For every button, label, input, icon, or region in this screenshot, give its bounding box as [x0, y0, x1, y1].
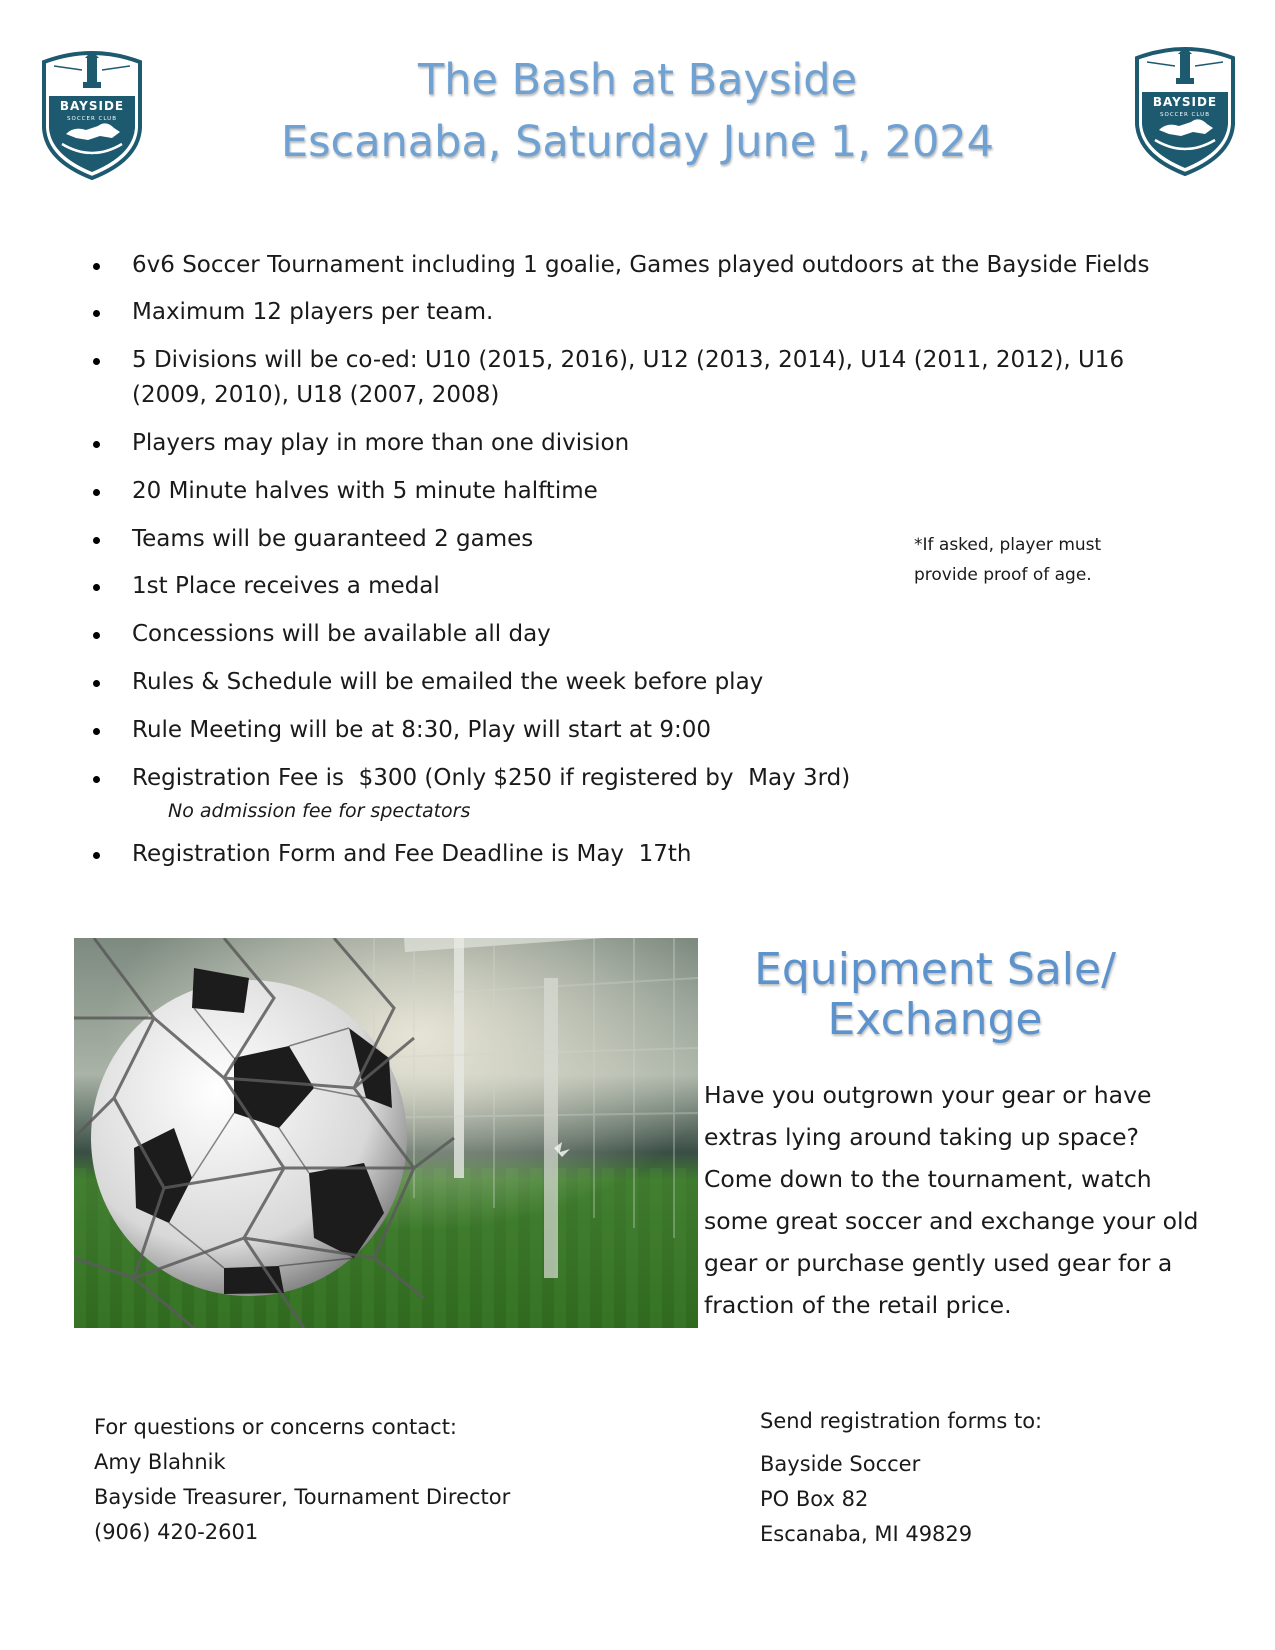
- bullet-icon: [93, 852, 100, 859]
- contact-role: Bayside Treasurer, Tournament Director: [94, 1485, 511, 1509]
- contact-phone: (906) 420-2601: [94, 1520, 259, 1544]
- soccer-ball-photo: [74, 938, 698, 1328]
- page-title: The Bash at Bayside: [417, 55, 858, 105]
- equipment-sale-title: Equipment Sale/: [754, 944, 1116, 995]
- contact-heading: For questions or concerns contact:: [94, 1415, 458, 1439]
- mail-city: Escanaba, MI 49829: [760, 1522, 973, 1546]
- bullet-icon: [93, 441, 100, 448]
- svg-text:SOCCER CLUB: SOCCER CLUB: [67, 116, 117, 122]
- age-proof-note: *If asked, player must provide proof of age.: [914, 535, 1102, 585]
- bullet-icon: [93, 489, 100, 496]
- bullet-icon: [93, 263, 100, 270]
- equipment-sale-subtitle: Exchange: [827, 994, 1043, 1045]
- bullet-icon: [93, 632, 100, 639]
- mail-po-box: PO Box 82: [760, 1487, 869, 1511]
- mailing-address: [760, 1404, 1042, 1552]
- bullet-icon: [93, 728, 100, 735]
- bullet-icon: [93, 584, 100, 591]
- bullet-icon: [93, 537, 100, 544]
- club-logo-left: [40, 48, 144, 180]
- svg-text:BAYSIDE: BAYSIDE: [59, 99, 125, 113]
- event-date-title: Escanaba, Saturday June 1, 2024: [280, 117, 995, 167]
- mail-organization: Bayside Soccer: [760, 1452, 921, 1476]
- club-logo-right: [1133, 44, 1237, 176]
- svg-text:BAYSIDE: BAYSIDE: [1152, 95, 1218, 109]
- svg-text:1996: 1996: [1174, 149, 1196, 158]
- mail-heading: Send registration forms to:: [760, 1409, 1043, 1433]
- bullet-icon: [93, 680, 100, 687]
- svg-text:1996: 1996: [81, 153, 103, 162]
- bullet-icon: [93, 310, 100, 317]
- spectator-note: No admission fee for spectators: [168, 800, 471, 822]
- contact-name: Amy Blahnik: [94, 1450, 226, 1474]
- contact-info: [94, 1410, 510, 1550]
- equipment-sale-description: Have you outgrown your gear or have extras lying around taking up space? Come down to the tournament, watch some great soccer and exchange your old gear or purchase gently used gear for a fraction of the retail price.: [704, 1081, 1199, 1319]
- bullet-icon: [93, 776, 100, 783]
- bullet-icon: [93, 358, 100, 365]
- svg-text:SOCCER CLUB: SOCCER CLUB: [1160, 112, 1210, 118]
- spacer: [760, 1439, 1042, 1447]
